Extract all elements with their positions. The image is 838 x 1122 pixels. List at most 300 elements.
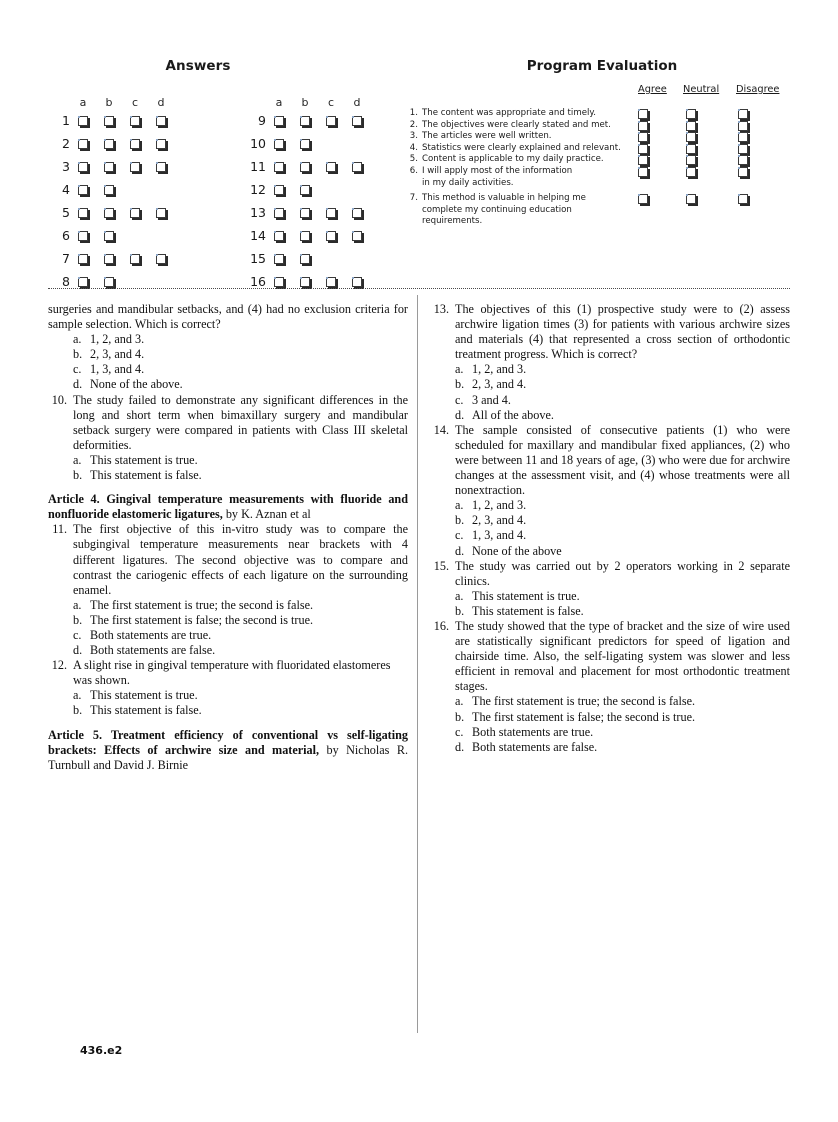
answers-cell[interactable] — [344, 270, 370, 293]
answer-checkbox-13c[interactable] — [326, 208, 336, 218]
evaluation-item-number: 5. — [409, 154, 418, 165]
evaluation-item-number: 1. — [409, 108, 418, 118]
answers-cell[interactable] — [266, 270, 292, 293]
question-13-option — [430, 393, 790, 408]
question-14-option-text: 2, 3, and 4. — [472, 513, 527, 528]
answer-checkbox-11b[interactable] — [300, 162, 310, 172]
answers-cell[interactable] — [122, 109, 148, 132]
answer-checkbox-15a[interactable] — [274, 254, 284, 264]
question-14-option-letter: c. — [455, 528, 464, 543]
answers-cell[interactable] — [96, 132, 122, 155]
article-4-title: Article 4. Gingival temperature measurements with fluoride and nonfluoride elastomeric ligatures, — [48, 492, 408, 522]
answers-cell[interactable] — [148, 132, 174, 155]
answers-cell[interactable] — [292, 201, 318, 224]
evaluation-item-line — [404, 166, 804, 178]
answer-checkbox-11d[interactable] — [352, 162, 362, 172]
answers-row — [48, 132, 174, 155]
answers-corner-cell — [244, 86, 266, 109]
answers-column-header-c: c — [131, 96, 139, 109]
evaluation-checkbox-3-disagree[interactable] — [738, 132, 748, 142]
question-13-option — [430, 362, 790, 377]
evaluation-response-boxes — [620, 194, 790, 205]
question-14-option — [430, 513, 790, 528]
evaluation-item-line — [404, 143, 804, 155]
answer-checkbox-10a[interactable] — [274, 139, 284, 149]
answers-cell[interactable] — [318, 224, 344, 247]
question-16-option-letter: d. — [455, 739, 465, 754]
answer-checkbox-13a[interactable] — [274, 208, 284, 218]
answers-cell[interactable] — [148, 109, 174, 132]
question-11-text: The first objective of this in-vitro study was to compare the subgingival temperature measurements near brackets with 4 different ligatures. The second objective was to compare and contrast the cariogenic effects of each ligature on the surrounding enamel. — [73, 522, 408, 597]
answer-checkbox-16d[interactable] — [352, 277, 362, 287]
answer-checkbox-9c[interactable] — [326, 116, 336, 126]
evaluation-checkbox-2-disagree[interactable] — [738, 121, 748, 131]
evaluation-item-list — [404, 108, 804, 228]
answer-checkbox-3a[interactable] — [78, 162, 88, 172]
answers-cell[interactable] — [292, 109, 318, 132]
answers-cell[interactable] — [148, 201, 174, 224]
answers-row-number: 13 — [250, 205, 266, 220]
answers-row-number: 6 — [62, 228, 70, 243]
left-text-column — [48, 302, 408, 773]
question-13-option — [430, 377, 790, 392]
answers-row — [48, 247, 174, 270]
article-4-heading — [48, 492, 408, 522]
question-11-option — [48, 598, 408, 613]
answer-checkbox-1b[interactable] — [104, 116, 114, 126]
continuation-option-text: None of the above. — [90, 377, 183, 392]
question-11-option-letter: d. — [73, 643, 83, 658]
answers-row — [48, 224, 174, 247]
evaluation-checkbox-1-neutral[interactable] — [686, 109, 696, 119]
article-5-title: Article 5. Treatment efficiency of conventional vs self-ligating brackets: Effects of archwire size and material, — [48, 727, 408, 757]
answers-cell — [344, 247, 370, 270]
question-13-option-letter: a. — [455, 362, 464, 377]
answers-cell[interactable] — [70, 132, 96, 155]
answer-checkbox-5b[interactable] — [104, 208, 114, 218]
evaluation-item-line — [404, 120, 804, 132]
question-12-option — [48, 703, 408, 718]
answers-cell[interactable] — [70, 155, 96, 178]
answers-cell[interactable] — [266, 155, 292, 178]
question-15-option — [430, 589, 790, 604]
evaluation-item-number: 6. — [409, 165, 418, 176]
answer-checkbox-13d[interactable] — [352, 208, 362, 218]
answers-cell[interactable] — [344, 201, 370, 224]
answer-checkbox-3b[interactable] — [104, 162, 114, 172]
continuation-option-text: 1, 2, and 3. — [90, 332, 145, 347]
continuation-option-letter: c. — [73, 362, 82, 377]
evaluation-checkbox-5-agree[interactable] — [638, 155, 648, 165]
answers-cell[interactable] — [122, 132, 148, 155]
answers-cell[interactable] — [266, 224, 292, 247]
evaluation-checkbox-6-agree[interactable] — [638, 167, 648, 177]
evaluation-item — [404, 193, 804, 228]
answers-cell — [318, 178, 344, 201]
answers-cell[interactable] — [318, 155, 344, 178]
question-16-options — [430, 694, 790, 754]
answers-row — [48, 178, 174, 201]
evaluation-checkbox-1-disagree[interactable] — [738, 109, 748, 119]
answer-checkbox-7c[interactable] — [130, 254, 140, 264]
question-10-option-text: This statement is false. — [90, 468, 202, 483]
evaluation-item — [404, 131, 804, 143]
answer-checkbox-2a[interactable] — [78, 139, 88, 149]
answers-grid-right — [244, 86, 370, 293]
question-14-option-text: 1, 2, and 3. — [472, 498, 527, 513]
answers-cell[interactable] — [292, 270, 318, 293]
question-14-option-letter: d. — [455, 543, 465, 558]
answers-row-number: 7 — [62, 251, 70, 266]
evaluation-item-line — [404, 216, 804, 228]
answers-cell[interactable] — [344, 155, 370, 178]
question-15-option-text: This statement is true. — [472, 588, 580, 603]
evaluation-checkbox-2-agree[interactable] — [638, 121, 648, 131]
evaluation-checkbox-5-neutral[interactable] — [686, 155, 696, 165]
question-12-text: A slight rise in gingival temperature with fluoridated elastomeres was shown. — [73, 658, 391, 688]
answers-row-number: 8 — [62, 274, 70, 289]
answers-cell[interactable] — [122, 247, 148, 270]
answer-checkbox-14b[interactable] — [300, 231, 310, 241]
evaluation-item-number: 7. — [409, 193, 418, 204]
question-12-option-letter: a. — [73, 688, 82, 703]
evaluation-response-boxes — [620, 109, 790, 120]
continuation-option — [48, 347, 408, 362]
answer-checkbox-16b[interactable] — [300, 277, 310, 287]
answers-column-header-b: b — [105, 96, 113, 109]
evaluation-response-boxes — [620, 155, 790, 166]
answers-row — [48, 201, 174, 224]
article-5-authors: by Nicholas R. Turnbull and David J. Birnie — [48, 742, 408, 772]
question-12-option-text: This statement is false. — [90, 703, 202, 718]
question-10-option — [48, 468, 408, 483]
answers-cell[interactable] — [344, 109, 370, 132]
question-13-option-letter: c. — [455, 392, 464, 407]
evaluation-item-text: Statistics were clearly explained and relevant. — [422, 142, 621, 153]
question-13-option-text: 1, 2, and 3. — [472, 362, 527, 377]
answer-checkbox-5d[interactable] — [156, 208, 166, 218]
answers-row — [244, 201, 370, 224]
evaluation-header-agree: Agree — [638, 84, 667, 95]
answer-checkbox-14c[interactable] — [326, 231, 336, 241]
answers-cell[interactable] — [292, 155, 318, 178]
answers-cell[interactable] — [122, 155, 148, 178]
answer-checkbox-8a[interactable] — [78, 277, 88, 287]
answer-checkbox-1d[interactable] — [156, 116, 166, 126]
question-11-option-letter: b. — [73, 612, 83, 627]
answers-cell[interactable] — [266, 201, 292, 224]
answers-row — [48, 155, 174, 178]
answer-checkbox-2d[interactable] — [156, 139, 166, 149]
question-12-options — [48, 688, 408, 718]
program-evaluation-title: Program Evaluation — [526, 58, 678, 74]
evaluation-item-text: I will apply most of the information — [422, 165, 573, 176]
answers-cell[interactable] — [344, 224, 370, 247]
answers-row — [244, 270, 370, 293]
answers-cell[interactable] — [96, 109, 122, 132]
answers-cell[interactable] — [292, 132, 318, 155]
answer-checkbox-5c[interactable] — [130, 208, 140, 218]
answer-checkbox-2c[interactable] — [130, 139, 140, 149]
evaluation-checkbox-2-neutral[interactable] — [686, 121, 696, 131]
question-11 — [48, 522, 408, 597]
continuation-paragraph: surgeries and mandibular setbacks, and (4) had no exclusion criteria for sample selection. Which is correct? — [48, 302, 408, 332]
evaluation-checkbox-3-agree[interactable] — [638, 132, 648, 142]
evaluation-checkbox-4-neutral[interactable] — [686, 144, 696, 154]
answers-cell[interactable] — [318, 270, 344, 293]
answers-cell[interactable] — [318, 201, 344, 224]
question-15-option-letter: a. — [455, 588, 464, 603]
answers-grid-left — [48, 86, 174, 293]
answer-checkbox-11c[interactable] — [326, 162, 336, 172]
answers-cell[interactable] — [292, 178, 318, 201]
evaluation-item-text: The objectives were clearly stated and met. — [422, 119, 611, 130]
answer-checkbox-12a[interactable] — [274, 185, 284, 195]
evaluation-item-text: This method is valuable in helping me — [422, 193, 586, 204]
continuation-option-letter: b. — [73, 347, 83, 362]
answer-checkbox-1a[interactable] — [78, 116, 88, 126]
question-16-option — [430, 740, 790, 755]
answer-checkbox-13b[interactable] — [300, 208, 310, 218]
answer-checkbox-5a[interactable] — [78, 208, 88, 218]
answer-checkbox-12b[interactable] — [300, 185, 310, 195]
answers-cell[interactable] — [96, 155, 122, 178]
question-15-text: The study was carried out by 2 operators working in 2 separate clinics. — [455, 558, 790, 588]
answers-cell[interactable] — [122, 201, 148, 224]
question-13-option-text: 2, 3, and 4. — [472, 377, 527, 392]
answer-checkbox-9b[interactable] — [300, 116, 310, 126]
answers-cell[interactable] — [70, 224, 96, 247]
answers-cell[interactable] — [96, 270, 122, 293]
answers-cell[interactable] — [266, 132, 292, 155]
question-16-option-text: Both statements are true. — [472, 724, 594, 739]
answer-checkbox-4b[interactable] — [104, 185, 114, 195]
question-16 — [430, 619, 790, 694]
answer-checkbox-6b[interactable] — [104, 231, 114, 241]
answers-column-header-d: d — [157, 96, 165, 109]
answer-checkbox-2b[interactable] — [104, 139, 114, 149]
question-16-option-text: The first statement is false; the second is true. — [472, 709, 696, 724]
answers-column-header-b: b — [301, 96, 309, 109]
answers-row — [48, 270, 174, 293]
evaluation-item-text: The articles were well written. — [422, 131, 552, 142]
answer-checkbox-10b[interactable] — [300, 139, 310, 149]
question-11-option-letter: a. — [73, 597, 82, 612]
evaluation-item — [404, 108, 804, 120]
answer-sheet-region — [0, 0, 838, 288]
page-number: 436.e2 — [80, 1044, 123, 1057]
answers-corner-cell — [48, 86, 70, 109]
answers-cell — [122, 270, 148, 293]
evaluation-item — [404, 143, 804, 155]
answers-cell[interactable] — [318, 109, 344, 132]
question-11-option — [48, 628, 408, 643]
answers-column-header-a: a — [275, 96, 283, 109]
question-14-option — [430, 498, 790, 513]
answers-row-number: 4 — [62, 182, 70, 197]
question-14-option — [430, 528, 790, 543]
evaluation-checkbox-4-disagree[interactable] — [738, 144, 748, 154]
question-14-option-text: None of the above — [472, 543, 562, 558]
answers-row — [244, 109, 370, 132]
question-12-option — [48, 688, 408, 703]
question-13-option-letter: d. — [455, 407, 465, 422]
evaluation-checkbox-7-disagree[interactable] — [738, 194, 748, 204]
evaluation-item-text: requirements. — [422, 216, 483, 227]
answer-checkbox-9d[interactable] — [352, 116, 362, 126]
answers-row — [48, 109, 174, 132]
evaluation-item — [404, 166, 804, 189]
answers-cell — [318, 132, 344, 155]
question-11-option-text: The first statement is true; the second is false. — [90, 597, 314, 612]
answer-checkbox-1c[interactable] — [130, 116, 140, 126]
answers-block — [48, 58, 408, 293]
evaluation-item-text: in my daily activities. — [422, 177, 514, 188]
continuation-options — [48, 332, 408, 392]
answers-row-number: 10 — [250, 136, 266, 151]
right-text-column — [430, 302, 790, 755]
evaluation-item-line — [404, 108, 804, 120]
question-14-option — [430, 544, 790, 559]
evaluation-item-line — [404, 205, 804, 217]
evaluation-header-row — [638, 84, 798, 100]
answer-checkbox-7a[interactable] — [78, 254, 88, 264]
question-16-option-letter: c. — [455, 724, 464, 739]
answers-row — [244, 247, 370, 270]
question-11-number: 11. — [52, 522, 67, 537]
evaluation-checkbox-1-agree[interactable] — [638, 109, 648, 119]
question-11-option-text: Both statements are false. — [90, 643, 216, 658]
answers-column-header-c: c — [327, 96, 335, 109]
answer-checkbox-8b[interactable] — [104, 277, 114, 287]
answers-column-header-a: a — [79, 96, 87, 109]
evaluation-item — [404, 154, 804, 166]
evaluation-checkbox-6-disagree[interactable] — [738, 167, 748, 177]
question-14-text: The sample consisted of consecutive patients (1) who were scheduled for maxillary and mandibular fixed appliances, (2) who were between 11 and 18 years of age, (3) who were due for archwire changes at the assessment visit, and (4) whose treatments were all nonextraction. — [455, 422, 790, 498]
question-11-option-text: Both statements are true. — [90, 627, 212, 642]
answers-cell[interactable] — [292, 224, 318, 247]
answers-cell[interactable] — [70, 247, 96, 270]
evaluation-item — [404, 120, 804, 132]
answers-row-number: 3 — [62, 159, 70, 174]
question-12-option-letter: b. — [73, 703, 83, 718]
answer-checkbox-11a[interactable] — [274, 162, 284, 172]
question-14-options — [430, 498, 790, 558]
question-13-option-letter: b. — [455, 377, 465, 392]
question-13-option-text: All of the above. — [472, 407, 554, 422]
answers-row — [244, 132, 370, 155]
question-13-option — [430, 408, 790, 423]
question-14-option-letter: b. — [455, 513, 465, 528]
body-columns — [0, 302, 838, 1062]
answer-checkbox-16a[interactable] — [274, 277, 284, 287]
answer-checkbox-7b[interactable] — [104, 254, 114, 264]
question-16-text: The study showed that the type of bracket and the size of wire used are statistically significant predictors for speed of ligation and chairside time. Also, the self-ligating system was slower and less efficient in removal and placement for most orthodontic treatment stages. — [455, 618, 790, 694]
section-divider — [48, 288, 790, 289]
question-13-text: The objectives of this (1) prospective study were to (2) assess archwire ligation times (3) for patients with various archwire sizes and materials (4) that represented a cross section of orthodontic treatment progress. Which is correct? — [455, 302, 790, 362]
evaluation-checkbox-5-disagree[interactable] — [738, 155, 748, 165]
answers-row-number: 2 — [62, 136, 70, 151]
answers-cell[interactable] — [96, 247, 122, 270]
answers-cell — [344, 132, 370, 155]
answers-cell[interactable] — [148, 247, 174, 270]
answers-cell[interactable] — [70, 109, 96, 132]
answers-cell[interactable] — [148, 155, 174, 178]
answer-checkbox-3d[interactable] — [156, 162, 166, 172]
question-12 — [48, 658, 408, 688]
question-10-number: 10. — [51, 392, 67, 407]
question-15-options — [430, 589, 790, 619]
question-10-option-text: This statement is true. — [90, 452, 198, 467]
answers-cell[interactable] — [70, 178, 96, 201]
answers-row-number: 12 — [250, 182, 266, 197]
question-16-option — [430, 710, 790, 725]
question-13-option-text: 3 and 4. — [472, 392, 511, 407]
answers-cell[interactable] — [266, 178, 292, 201]
evaluation-checkbox-7-agree[interactable] — [638, 194, 648, 204]
evaluation-item-line — [404, 178, 804, 190]
answer-checkbox-9a[interactable] — [274, 116, 284, 126]
answers-cell[interactable] — [266, 109, 292, 132]
answer-checkbox-14a[interactable] — [274, 231, 284, 241]
evaluation-item-text: Content is applicable to my daily practice. — [422, 154, 604, 165]
question-16-option-letter: a. — [455, 694, 464, 709]
question-16-option-text: Both statements are false. — [472, 739, 598, 754]
program-evaluation-block — [404, 58, 804, 228]
answer-checkbox-4a[interactable] — [78, 185, 88, 195]
question-10-text: The study failed to demonstrate any significant differences in the long and short term when bimaxillary surgery and mandibular setback surgery were compared in patients with Class III skeletal deformities. — [73, 392, 408, 452]
answers-cell[interactable] — [292, 247, 318, 270]
answers-row-number: 14 — [250, 228, 266, 243]
evaluation-item-line — [404, 131, 804, 143]
answers-row — [244, 155, 370, 178]
evaluation-checkbox-6-neutral[interactable] — [686, 167, 696, 177]
evaluation-checkbox-4-agree[interactable] — [638, 144, 648, 154]
answers-cell[interactable] — [96, 178, 122, 201]
question-16-number: 16. — [433, 618, 449, 633]
answers-header-row — [48, 86, 174, 109]
evaluation-header-neutral: Neutral — [683, 84, 720, 95]
question-10-option-letter: a. — [73, 452, 82, 467]
answers-cell[interactable] — [96, 224, 122, 247]
continuation-option — [48, 377, 408, 392]
answer-checkbox-6a[interactable] — [78, 231, 88, 241]
answer-checkbox-7d[interactable] — [156, 254, 166, 264]
evaluation-response-boxes — [620, 144, 790, 155]
question-14 — [430, 423, 790, 498]
question-15 — [430, 559, 790, 589]
answer-checkbox-3c[interactable] — [130, 162, 140, 172]
question-15-option — [430, 604, 790, 619]
evaluation-checkbox-7-neutral[interactable] — [686, 194, 696, 204]
question-16-option-text: The first statement is true; the second is false. — [472, 694, 696, 709]
answer-checkbox-14d[interactable] — [352, 231, 362, 241]
answers-row — [244, 178, 370, 201]
answer-checkbox-16c[interactable] — [326, 277, 336, 287]
answers-cell[interactable] — [266, 247, 292, 270]
answers-cell[interactable] — [70, 270, 96, 293]
question-16-option — [430, 694, 790, 709]
answers-cell[interactable] — [70, 201, 96, 224]
question-14-option-letter: a. — [455, 498, 464, 513]
answers-row-number: 5 — [62, 205, 70, 220]
answer-checkbox-15b[interactable] — [300, 254, 310, 264]
question-14-number: 14. — [433, 422, 449, 437]
answers-cell[interactable] — [96, 201, 122, 224]
continuation-option-text: 1, 3, and 4. — [90, 362, 145, 377]
evaluation-checkbox-3-neutral[interactable] — [686, 132, 696, 142]
question-13 — [430, 302, 790, 362]
